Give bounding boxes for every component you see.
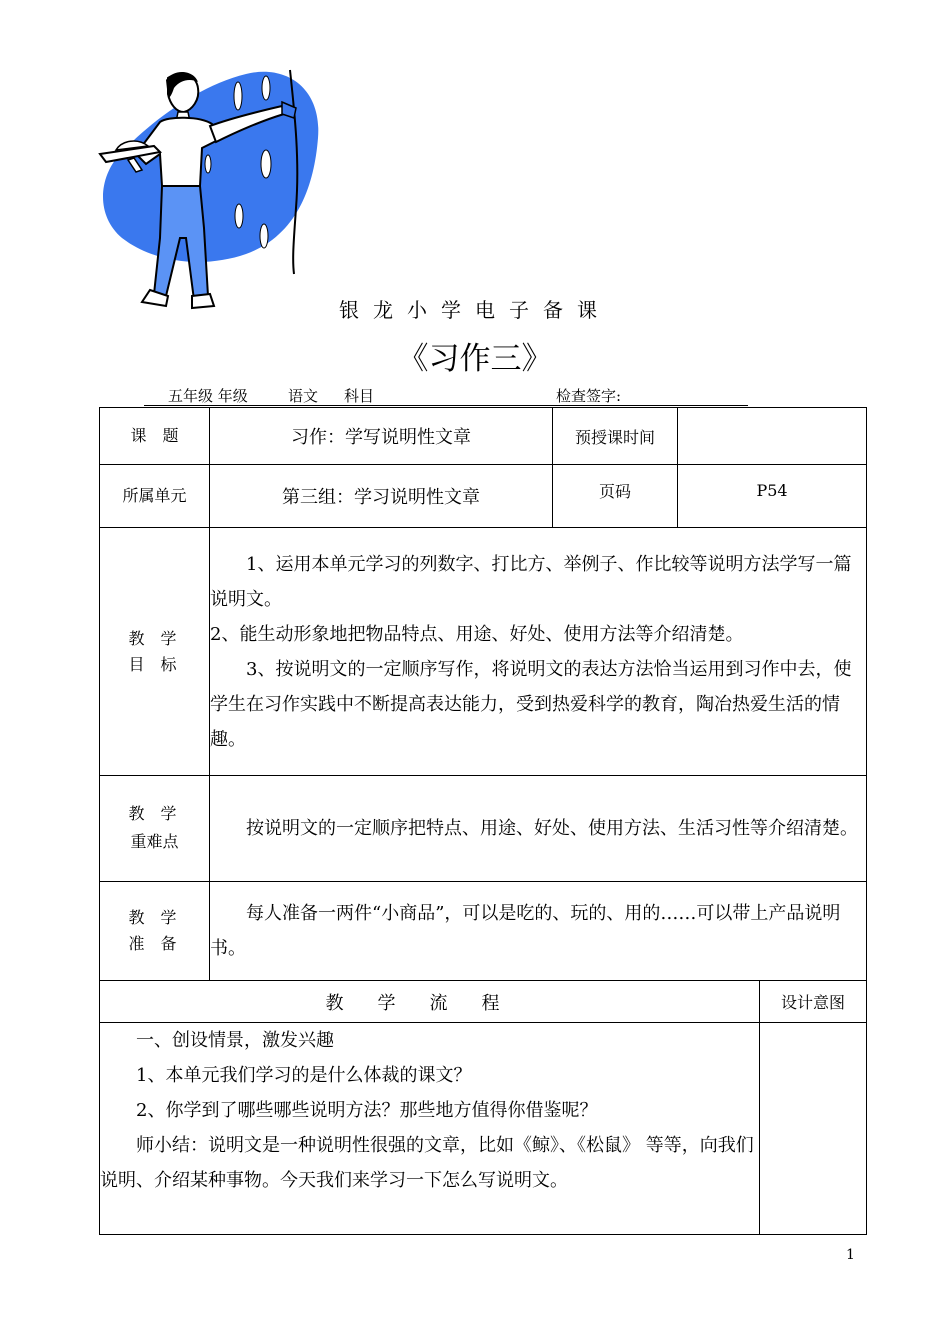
flow-line-1: 一、创设情景，激发兴趣 (136, 1030, 334, 1051)
key-points-text: 按说明文的一定顺序把特点、用途、好处、使用方法、生活习性等介绍清楚。 (246, 818, 858, 839)
prep-label-line-2: 准备 (128, 934, 193, 953)
unit-row (100, 465, 867, 528)
goals-label-line-2: 目标 (128, 654, 193, 674)
key-points-label (100, 776, 210, 882)
preparation-content (210, 882, 867, 981)
meta-line (144, 385, 748, 406)
grade-text: 五年级 年级 (168, 387, 248, 405)
goals-row (100, 528, 867, 776)
document-title: 《习作三》 (397, 341, 553, 377)
design-intent-label: 设计意图 (760, 981, 867, 1023)
subject-label: 科目 (344, 387, 375, 405)
key-points-content (210, 776, 867, 882)
goal-item-1: 1、运用本单元学习的列数字、打比方、举例子、作比较等说明方法学写一篇说明文。 (210, 553, 852, 610)
pre-time-value (678, 408, 867, 465)
topic-row (100, 408, 867, 465)
goals-content (210, 528, 867, 776)
topic-value: 习作：学写说明性文章 (210, 408, 553, 465)
prep-label-line-1: 教学 (128, 908, 193, 927)
preparation-text: 每人准备一两件“小商品”，可以是吃的、玩的、用的……可以带上产品说明书。 (210, 903, 841, 959)
school-name: 银龙小学电子备课 (339, 298, 611, 322)
key-label-line-1: 教学 (128, 803, 193, 823)
pre-time-label: 预授课时间 (553, 408, 678, 465)
goals-label (100, 528, 210, 776)
preparation-row (100, 882, 867, 981)
check-sign-label: 检查签字: (556, 387, 622, 405)
goal-item-2: 2、能生动形象地把物品特点、用途、好处、使用方法等介绍清楚。 (210, 623, 744, 645)
goals-label-line-1: 教学 (128, 628, 193, 648)
unit-value: 第三组：学习说明性文章 (210, 465, 553, 528)
flow-body-row (100, 1023, 867, 1235)
page-number: 1 (846, 1247, 855, 1263)
lesson-plan-table (99, 407, 867, 1235)
flow-line-3: 2、你学到了哪些哪些说明方法？那些地方值得你借鉴呢？ (136, 1100, 598, 1121)
unit-label: 所属单元 (100, 465, 210, 528)
flow-line-4: 师小结：说明文是一种说明性很强的文章，比如《鲸》、《松鼠》 等等，向我们说明、介绍某种事物。今天我们来学习一下怎么写说明文。 (100, 1135, 754, 1191)
flow-line-2: 1、本单元我们学习的是什么体裁的课文？ (136, 1065, 472, 1086)
preparation-label (100, 882, 210, 981)
flow-header-row (100, 981, 867, 1023)
key-points-row (100, 776, 867, 882)
key-label-line-2: 重难点 (130, 831, 179, 851)
page-value: P54 (678, 465, 867, 528)
design-intent-content (760, 1023, 867, 1235)
flow-heading: 教学流程 (100, 981, 760, 1023)
page-label: 页码 (553, 465, 678, 528)
man-plastering-wall-illustration (96, 68, 328, 314)
subject-text: 语文 (288, 387, 319, 405)
topic-label: 课 题 (100, 408, 210, 465)
goal-item-3: 3、按说明文的一定顺序写作，将说明文的表达方法恰当运用到习作中去，使学生在习作实践中不断提高表达能力，受到热爱科学的教育，陶冶热爱生活的情趣。 (210, 658, 852, 750)
flow-content (100, 1023, 760, 1235)
